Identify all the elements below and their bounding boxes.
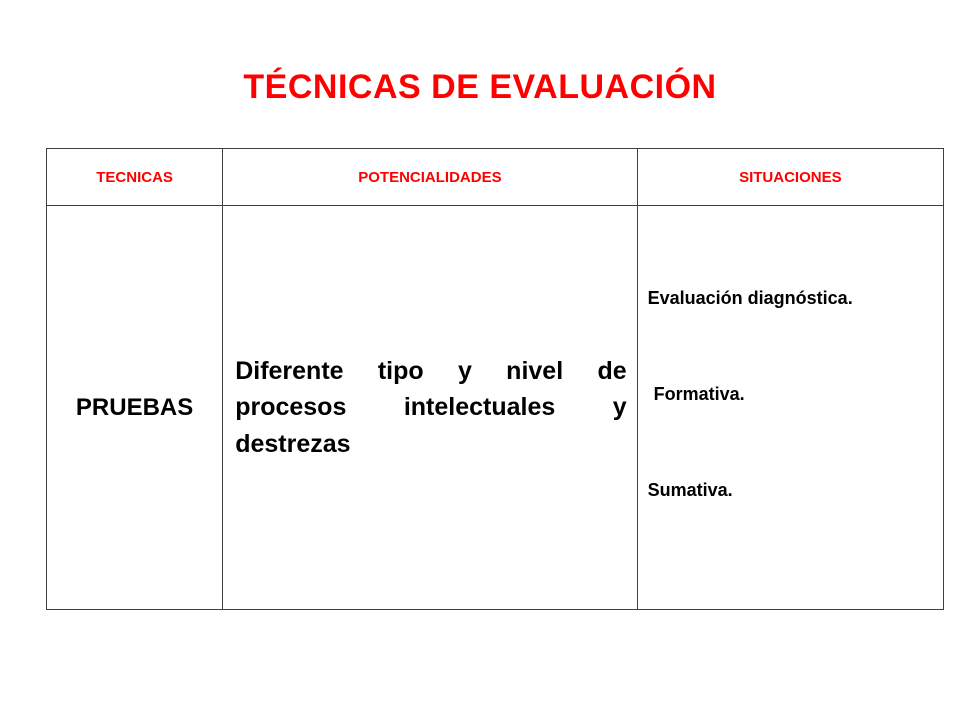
table-header-row (47, 149, 944, 206)
situacion-diagnostica: Evaluación diagnóstica. (647, 288, 853, 308)
header-situaciones: SITUACIONES (637, 149, 943, 206)
cell-potencialidad: Diferente tipo y nivel de procesos intelectuales y destrezas (223, 206, 637, 610)
evaluation-techniques-table (46, 148, 944, 610)
situacion-sumativa: Sumativa. (647, 480, 733, 500)
situacion-formativa: Formativa. (653, 384, 745, 404)
table-row (47, 206, 944, 610)
page-title: TÉCNICAS DE EVALUACIÓN (243, 68, 717, 106)
cell-situaciones (637, 206, 943, 610)
header-tecnicas: TECNICAS (47, 149, 223, 206)
header-potencialidades: POTENCIALIDADES (223, 149, 637, 206)
cell-tecnica: PRUEBAS (47, 206, 223, 610)
